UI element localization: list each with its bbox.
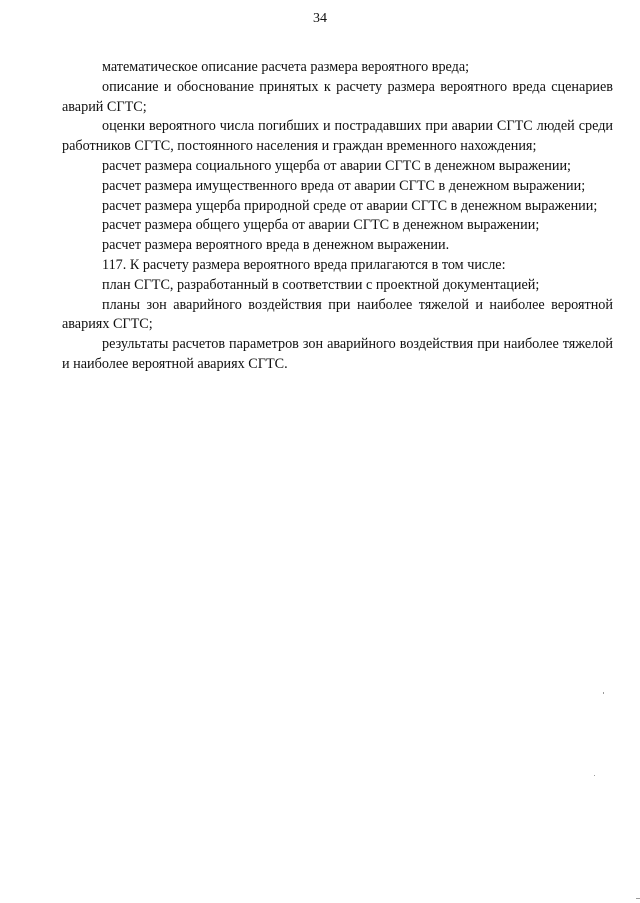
scan-speck: [603, 692, 604, 694]
document-body: [62, 58, 613, 375]
paragraph-total-damage: расчет размера общего ущерба от аварии СГТС в денежном выражении;: [102, 217, 540, 234]
paragraph-casualty-estimates: оценки вероятного числа погибших и пострадавших при аварии СГТС людей среди работников СГТС, постоянного населения и граждан временного нахождения;: [62, 118, 613, 155]
paragraph-probable-harm: расчет размера вероятного вреда в денежном выражении.: [102, 237, 450, 254]
paragraph-impact-zone-plans: планы зон аварийного воздействия при наиболее тяжелой и наиболее вероятной авариях СГТС;: [62, 296, 613, 333]
paragraph-environmental-damage: расчет размера ущерба природной среде от аварии СГТС в денежном выражении;: [102, 197, 598, 214]
paragraph-impact-zone-results: результаты расчетов параметров зон аварийного воздействия при наиболее тяжелой и наиболее вероятной авариях СГТС.: [62, 336, 613, 372]
paragraph-sgts-plan: план СГТС, разработанный в соответствии с проектной документацией;: [102, 276, 540, 293]
paragraph-scenarios-description: описание и обоснование принятых к расчету размера вероятного вреда сценариев аварий СГТС;: [62, 78, 613, 115]
paragraph-section-117: 117. К расчету размера вероятного вреда прилагаются в том числе:: [102, 256, 506, 273]
paragraph-social-damage: расчет размера социального ущерба от аварии СГТС в денежном выражении;: [102, 157, 571, 174]
scan-speck: [594, 775, 595, 776]
paragraph-math-description: математическое описание расчета размера вероятного вреда;: [102, 59, 470, 75]
paragraph-property-damage: расчет размера имущественного вреда от аварии СГТС в денежном выражении;: [102, 177, 586, 194]
scan-speck: [636, 898, 640, 899]
page-number: 34: [313, 11, 327, 26]
